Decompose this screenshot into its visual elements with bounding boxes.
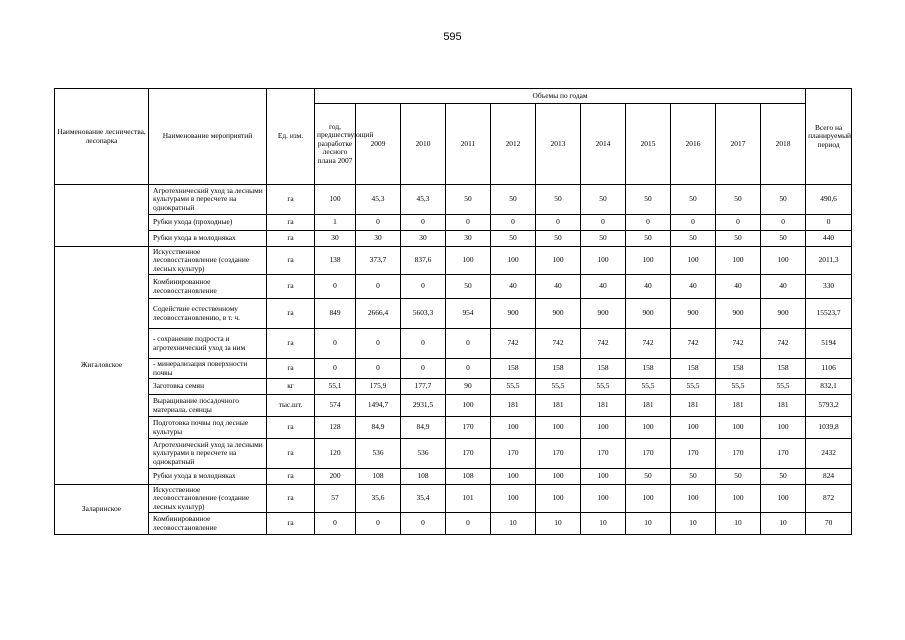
year-value-cell: 177,7 <box>401 379 446 395</box>
year-value-cell: 100 <box>581 417 626 439</box>
year-value-cell: 0 <box>401 275 446 299</box>
year-value-cell: 40 <box>491 275 536 299</box>
year-value-cell: 181 <box>536 395 581 417</box>
year-value-cell: 900 <box>626 299 671 329</box>
year-value-cell: 100 <box>716 417 761 439</box>
year-value-cell: 30 <box>446 231 491 247</box>
year-value-cell: 100 <box>581 247 626 275</box>
year-value-cell: 170 <box>446 417 491 439</box>
year-value-cell: 40 <box>761 275 806 299</box>
year-value-cell: 954 <box>446 299 491 329</box>
event-name-cell: Подготовка почвы под лесные культуры <box>149 417 267 439</box>
year-value-cell: 40 <box>536 275 581 299</box>
year-value-cell: 742 <box>716 329 761 359</box>
total-value-cell: 440 <box>806 231 852 247</box>
year-value-cell: 158 <box>716 359 761 379</box>
header-row-top <box>55 89 852 104</box>
table-row <box>55 359 852 379</box>
year-value-cell: 10 <box>581 513 626 535</box>
year-value-cell: 2931,5 <box>401 395 446 417</box>
year-value-cell: 0 <box>356 329 401 359</box>
event-name-cell: Агротехнический уход за лесными культурами в пересчете на однократный <box>149 185 267 215</box>
forestry-name-cell: Жигаловское <box>55 247 149 485</box>
year-value-cell: 50 <box>626 469 671 485</box>
total-value-cell: 824 <box>806 469 852 485</box>
year-value-cell: 100 <box>761 417 806 439</box>
unit-cell: га <box>267 185 315 215</box>
prev-year-value-cell: 30 <box>315 231 356 247</box>
unit-cell: га <box>267 469 315 485</box>
year-value-cell: 181 <box>716 395 761 417</box>
year-value-cell: 100 <box>491 247 536 275</box>
year-value-cell: 50 <box>581 231 626 247</box>
total-value-cell: 5194 <box>806 329 852 359</box>
year-value-cell: 30 <box>401 231 446 247</box>
year-value-cell: 100 <box>716 485 761 513</box>
header-volumes-by-year: Объемы по годам <box>315 89 806 104</box>
year-value-cell: 900 <box>581 299 626 329</box>
year-value-cell: 100 <box>761 485 806 513</box>
header-year: 2015 <box>626 104 671 185</box>
year-value-cell: 170 <box>581 439 626 469</box>
year-value-cell: 900 <box>716 299 761 329</box>
year-value-cell: 0 <box>716 215 761 231</box>
year-value-cell: 100 <box>446 395 491 417</box>
year-value-cell: 50 <box>716 231 761 247</box>
total-value-cell: 0 <box>806 215 852 231</box>
year-value-cell: 50 <box>716 185 761 215</box>
year-value-cell: 108 <box>401 469 446 485</box>
year-value-cell: 170 <box>671 439 716 469</box>
unit-cell: га <box>267 359 315 379</box>
year-value-cell: 55,5 <box>671 379 716 395</box>
year-value-cell: 0 <box>491 215 536 231</box>
prev-year-value-cell: 0 <box>315 329 356 359</box>
year-value-cell: 2666,4 <box>356 299 401 329</box>
year-value-cell: 10 <box>671 513 716 535</box>
year-value-cell: 100 <box>581 469 626 485</box>
year-value-cell: 35,6 <box>356 485 401 513</box>
year-value-cell: 742 <box>536 329 581 359</box>
year-value-cell: 158 <box>626 359 671 379</box>
unit-cell: кг <box>267 379 315 395</box>
total-value-cell: 872 <box>806 485 852 513</box>
unit-cell: га <box>267 215 315 231</box>
year-value-cell: 742 <box>761 329 806 359</box>
table-row <box>55 485 852 513</box>
year-value-cell: 100 <box>671 485 716 513</box>
year-value-cell: 181 <box>761 395 806 417</box>
year-value-cell: 100 <box>491 417 536 439</box>
year-value-cell: 0 <box>401 215 446 231</box>
year-value-cell: 0 <box>356 215 401 231</box>
year-value-cell: 10 <box>761 513 806 535</box>
unit-cell: га <box>267 247 315 275</box>
page-number: 595 <box>443 31 462 43</box>
forestry-name-cell: Заларинское <box>55 485 149 535</box>
year-value-cell: 536 <box>356 439 401 469</box>
header-total: Всего на планируемый период <box>806 89 852 185</box>
table-row <box>55 513 852 535</box>
year-value-cell: 0 <box>446 215 491 231</box>
year-value-cell: 108 <box>446 469 491 485</box>
year-value-cell: 0 <box>401 513 446 535</box>
header-year: 2014 <box>581 104 626 185</box>
year-value-cell: 100 <box>536 469 581 485</box>
year-value-cell: 181 <box>581 395 626 417</box>
year-value-cell: 742 <box>671 329 716 359</box>
year-value-cell: 170 <box>446 439 491 469</box>
table-row <box>55 185 852 215</box>
event-name-cell: Рубки ухода в молодняках <box>149 231 267 247</box>
year-value-cell: 108 <box>356 469 401 485</box>
year-value-cell: 373,7 <box>356 247 401 275</box>
prev-year-value-cell: 100 <box>315 185 356 215</box>
year-value-cell: 0 <box>446 329 491 359</box>
prev-year-value-cell: 120 <box>315 439 356 469</box>
event-name-cell: Рубки ухода (проходные) <box>149 215 267 231</box>
total-value-cell: 70 <box>806 513 852 535</box>
header-year: 2017 <box>716 104 761 185</box>
unit-cell: га <box>267 417 315 439</box>
year-value-cell: 170 <box>761 439 806 469</box>
prev-year-value-cell: 849 <box>315 299 356 329</box>
total-value-cell: 1039,8 <box>806 417 852 439</box>
header-year: 2011 <box>446 104 491 185</box>
year-value-cell: 0 <box>761 215 806 231</box>
year-value-cell: 5603,3 <box>401 299 446 329</box>
year-value-cell: 158 <box>761 359 806 379</box>
year-value-cell: 50 <box>446 275 491 299</box>
header-year: 2016 <box>671 104 716 185</box>
event-name-cell: Комбинированное лесовосстановление <box>149 513 267 535</box>
year-value-cell: 900 <box>671 299 716 329</box>
unit-cell: тыс.шт. <box>267 395 315 417</box>
year-value-cell: 100 <box>671 417 716 439</box>
event-name-cell: Искусственное лесовосстановление (создание лесных культур) <box>149 247 267 275</box>
event-name-cell: Заготовка семян <box>149 379 267 395</box>
year-value-cell: 181 <box>626 395 671 417</box>
prev-year-value-cell: 55,1 <box>315 379 356 395</box>
prev-year-value-cell: 57 <box>315 485 356 513</box>
year-value-cell: 170 <box>716 439 761 469</box>
unit-cell: га <box>267 513 315 535</box>
forestry-name-cell <box>55 185 149 247</box>
prev-year-value-cell: 1 <box>315 215 356 231</box>
header-year: 2012 <box>491 104 536 185</box>
year-value-cell: 100 <box>536 417 581 439</box>
year-value-cell: 100 <box>491 469 536 485</box>
unit-cell: га <box>267 275 315 299</box>
table-row <box>55 231 852 247</box>
year-value-cell: 45,3 <box>401 185 446 215</box>
year-value-cell: 35,4 <box>401 485 446 513</box>
year-value-cell: 55,5 <box>536 379 581 395</box>
year-value-cell: 181 <box>671 395 716 417</box>
event-name-cell: Комбинированное лесовосстановление <box>149 275 267 299</box>
unit-cell: га <box>267 329 315 359</box>
year-value-cell: 0 <box>401 329 446 359</box>
table-row <box>55 395 852 417</box>
unit-cell: га <box>267 299 315 329</box>
year-value-cell: 50 <box>671 185 716 215</box>
year-value-cell: 55,5 <box>581 379 626 395</box>
year-value-cell: 100 <box>446 247 491 275</box>
year-value-cell: 0 <box>626 215 671 231</box>
year-value-cell: 55,5 <box>761 379 806 395</box>
table-row <box>55 379 852 395</box>
header-year: 2010 <box>401 104 446 185</box>
event-name-cell: - минерализация поверхности почвы <box>149 359 267 379</box>
year-value-cell: 900 <box>491 299 536 329</box>
year-value-cell: 50 <box>491 185 536 215</box>
year-value-cell: 100 <box>581 485 626 513</box>
year-value-cell: 1494,7 <box>356 395 401 417</box>
year-value-cell: 175,9 <box>356 379 401 395</box>
year-value-cell: 170 <box>626 439 671 469</box>
header-year: 2013 <box>536 104 581 185</box>
year-value-cell: 0 <box>536 215 581 231</box>
year-value-cell: 742 <box>581 329 626 359</box>
event-name-cell: Выращивание посадочного материала, сеянцы <box>149 395 267 417</box>
year-value-cell: 45,3 <box>356 185 401 215</box>
table-row <box>55 299 852 329</box>
year-value-cell: 50 <box>626 185 671 215</box>
year-value-cell: 742 <box>491 329 536 359</box>
table-row <box>55 439 852 469</box>
year-value-cell: 84,9 <box>356 417 401 439</box>
year-value-cell: 181 <box>491 395 536 417</box>
event-name-cell: - сохранение подроста и агротехнический уход за ним <box>149 329 267 359</box>
table-row <box>55 469 852 485</box>
year-value-cell: 100 <box>536 485 581 513</box>
year-value-cell: 50 <box>671 469 716 485</box>
year-value-cell: 30 <box>356 231 401 247</box>
year-value-cell: 100 <box>671 247 716 275</box>
year-value-cell: 40 <box>671 275 716 299</box>
unit-cell: га <box>267 439 315 469</box>
year-value-cell: 50 <box>761 469 806 485</box>
year-value-cell: 50 <box>446 185 491 215</box>
year-value-cell: 55,5 <box>716 379 761 395</box>
year-value-cell: 0 <box>446 513 491 535</box>
forestry-plan-table <box>54 88 852 535</box>
unit-cell: га <box>267 231 315 247</box>
year-value-cell: 100 <box>716 247 761 275</box>
header-prev-year: год, предшествующий разработке лесного плана 2007 <box>315 104 356 185</box>
event-name-cell: Содействие естественному лесовосстановлению, в т. ч. <box>149 299 267 329</box>
prev-year-value-cell: 128 <box>315 417 356 439</box>
prev-year-value-cell: 138 <box>315 247 356 275</box>
year-value-cell: 55,5 <box>626 379 671 395</box>
header-event-name: Наименование мероприятий <box>149 89 267 185</box>
year-value-cell: 0 <box>356 513 401 535</box>
year-value-cell: 50 <box>581 185 626 215</box>
year-value-cell: 50 <box>671 231 716 247</box>
total-value-cell: 832,1 <box>806 379 852 395</box>
year-value-cell: 158 <box>581 359 626 379</box>
header-year: 2009 <box>356 104 401 185</box>
year-value-cell: 10 <box>626 513 671 535</box>
year-value-cell: 50 <box>761 185 806 215</box>
year-value-cell: 101 <box>446 485 491 513</box>
year-value-cell: 0 <box>401 359 446 379</box>
year-value-cell: 0 <box>671 215 716 231</box>
header-year: 2018 <box>761 104 806 185</box>
table-body <box>55 185 852 535</box>
event-name-cell: Рубки ухода в молодняках <box>149 469 267 485</box>
year-value-cell: 100 <box>536 247 581 275</box>
table-row <box>55 215 852 231</box>
total-value-cell: 15523,7 <box>806 299 852 329</box>
table-row <box>55 329 852 359</box>
year-value-cell: 10 <box>491 513 536 535</box>
year-value-cell: 536 <box>401 439 446 469</box>
year-value-cell: 170 <box>491 439 536 469</box>
year-value-cell: 100 <box>626 485 671 513</box>
year-value-cell: 100 <box>626 247 671 275</box>
year-value-cell: 84,9 <box>401 417 446 439</box>
prev-year-value-cell: 0 <box>315 513 356 535</box>
year-value-cell: 900 <box>536 299 581 329</box>
year-value-cell: 0 <box>356 359 401 379</box>
year-value-cell: 50 <box>491 231 536 247</box>
prev-year-value-cell: 0 <box>315 359 356 379</box>
year-value-cell: 50 <box>536 185 581 215</box>
prev-year-value-cell: 0 <box>315 275 356 299</box>
total-value-cell: 2432 <box>806 439 852 469</box>
event-name-cell: Искусственное лесовосстановление (создание лесных культур) <box>149 485 267 513</box>
year-value-cell: 158 <box>536 359 581 379</box>
year-value-cell: 0 <box>581 215 626 231</box>
prev-year-value-cell: 200 <box>315 469 356 485</box>
year-value-cell: 40 <box>626 275 671 299</box>
year-value-cell: 158 <box>491 359 536 379</box>
year-value-cell: 158 <box>671 359 716 379</box>
prev-year-value-cell: 574 <box>315 395 356 417</box>
header-forestry-name: Наименование лесничества, лесопарка <box>55 89 149 185</box>
year-value-cell: 50 <box>716 469 761 485</box>
year-value-cell: 742 <box>626 329 671 359</box>
year-value-cell: 0 <box>446 359 491 379</box>
year-value-cell: 90 <box>446 379 491 395</box>
year-value-cell: 55,5 <box>491 379 536 395</box>
year-value-cell: 40 <box>716 275 761 299</box>
unit-cell: га <box>267 485 315 513</box>
year-value-cell: 50 <box>536 231 581 247</box>
total-value-cell: 2011,3 <box>806 247 852 275</box>
year-value-cell: 170 <box>536 439 581 469</box>
year-value-cell: 837,6 <box>401 247 446 275</box>
year-value-cell: 900 <box>761 299 806 329</box>
year-value-cell: 100 <box>626 417 671 439</box>
year-value-cell: 100 <box>761 247 806 275</box>
year-value-cell: 10 <box>716 513 761 535</box>
event-name-cell: Агротехнический уход за лесными культурами в пересчете на однократный <box>149 439 267 469</box>
year-value-cell: 0 <box>356 275 401 299</box>
total-value-cell: 5793,2 <box>806 395 852 417</box>
year-value-cell: 100 <box>491 485 536 513</box>
total-value-cell: 1106 <box>806 359 852 379</box>
year-value-cell: 50 <box>626 231 671 247</box>
table-row <box>55 275 852 299</box>
year-value-cell: 10 <box>536 513 581 535</box>
year-value-cell: 40 <box>581 275 626 299</box>
total-value-cell: 490,6 <box>806 185 852 215</box>
header-unit: Ед. изм. <box>267 89 315 185</box>
table-row <box>55 417 852 439</box>
year-value-cell: 50 <box>761 231 806 247</box>
total-value-cell: 330 <box>806 275 852 299</box>
table-row <box>55 247 852 275</box>
